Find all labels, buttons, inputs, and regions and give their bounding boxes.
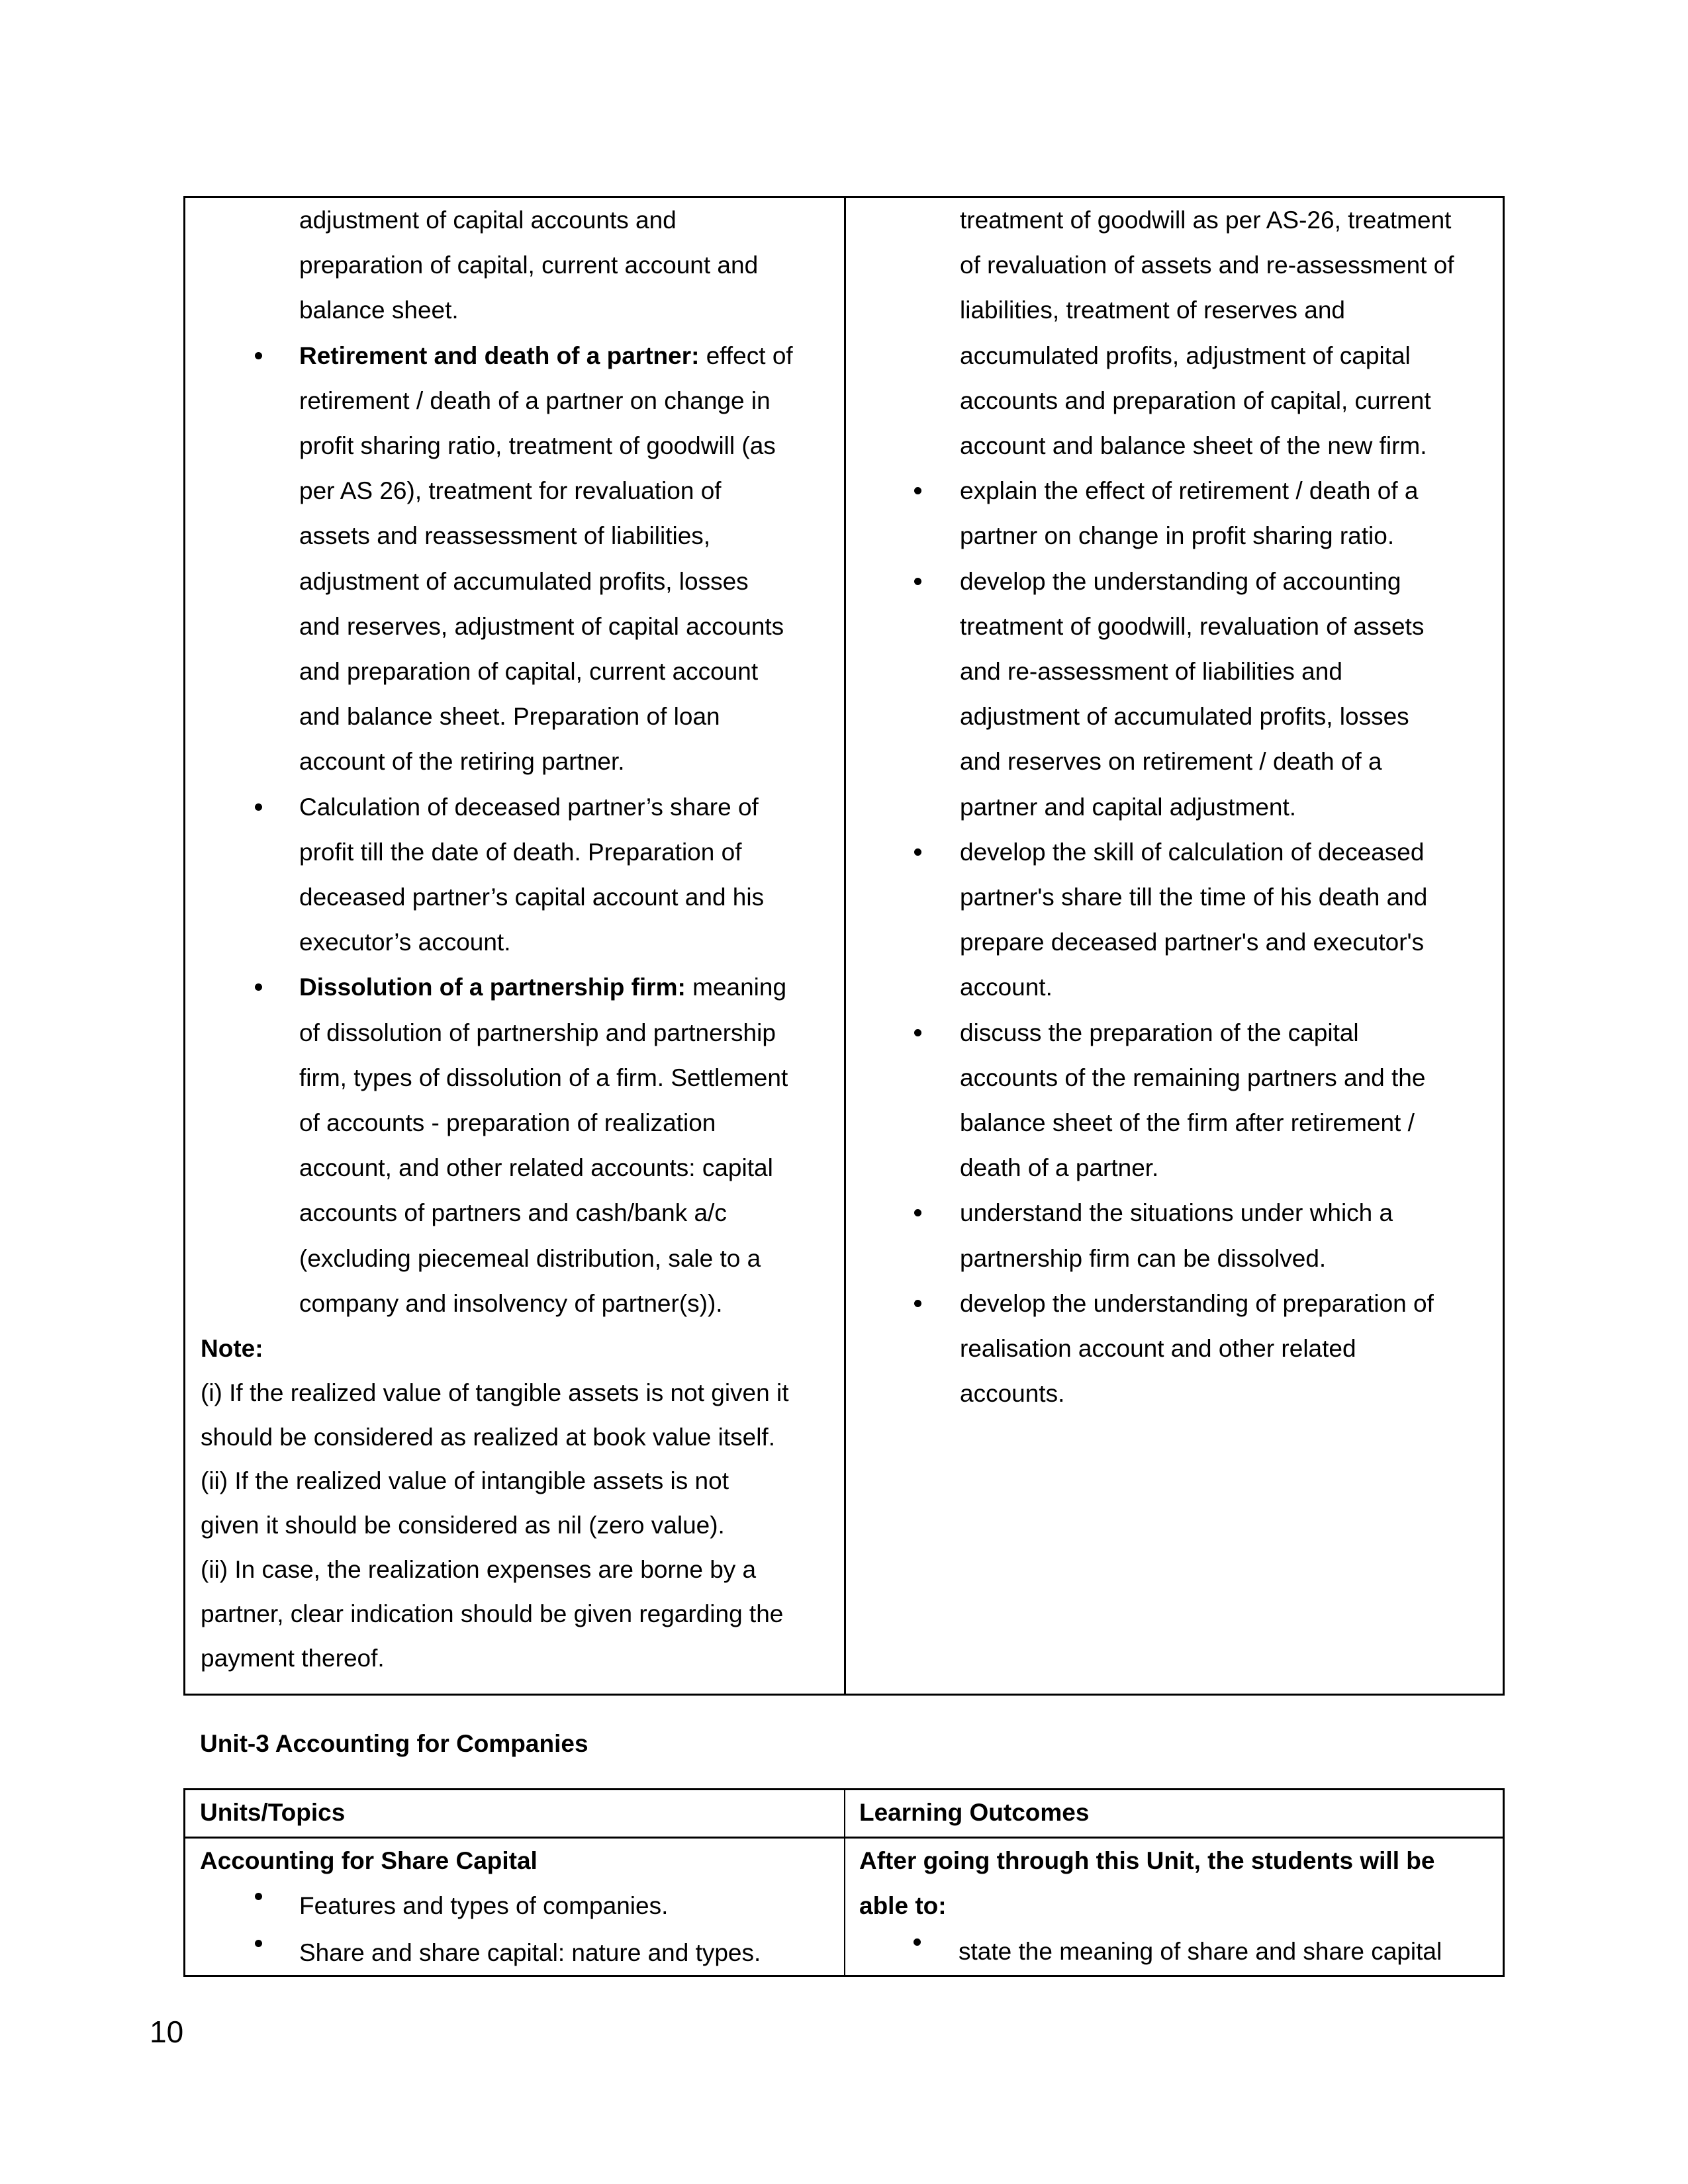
note-title: Note: bbox=[201, 1335, 263, 1362]
bullet-icon bbox=[255, 1893, 262, 1900]
list-item-line bbox=[960, 875, 1427, 920]
outcome-item: state the meaning of share and share capital bbox=[959, 1938, 1442, 1965]
units-topics-column bbox=[185, 198, 846, 1694]
list-item-line bbox=[299, 1056, 788, 1101]
item-text: develop the understanding of accounting bbox=[960, 567, 1401, 595]
item-text: death of a partner. bbox=[960, 1154, 1159, 1182]
item-text: accounts of partners and cash/bank a/c bbox=[299, 1199, 727, 1227]
list-item-start bbox=[960, 1281, 1434, 1326]
item-text: accumulated profits, adjustment of capital bbox=[960, 341, 1411, 369]
item-text: develop the skill of calculation of deceased bbox=[960, 838, 1425, 866]
list-item-line bbox=[299, 1101, 716, 1146]
list-item-line bbox=[960, 920, 1424, 965]
list-item-start bbox=[960, 1191, 1393, 1236]
bullet-icon bbox=[914, 578, 921, 585]
item-text: Calculation of deceased partner’s share of bbox=[299, 793, 759, 821]
item-text: firm, types of dissolution of a firm. Settlement bbox=[299, 1064, 788, 1091]
list-item-line bbox=[299, 830, 741, 875]
list-item-line bbox=[299, 739, 625, 784]
list-item-start bbox=[299, 965, 786, 1010]
item-heading: Retirement and death of a partner: bbox=[299, 341, 700, 369]
list-item-line bbox=[960, 1236, 1326, 1281]
bullet-icon bbox=[914, 1209, 921, 1216]
item-text: company and insolvency of partner(s)). bbox=[299, 1289, 723, 1317]
item-text: effect of bbox=[699, 341, 793, 369]
item-text: of accounts - preparation of realization bbox=[299, 1109, 716, 1136]
list-item-line bbox=[299, 559, 749, 604]
item-text: deceased partner’s capital account and his bbox=[299, 884, 765, 911]
note-line: (i) If the realized value of tangible assets is not given it bbox=[201, 1379, 789, 1406]
list-item-line bbox=[960, 604, 1424, 649]
item-text: balance sheet of the firm after retirement / bbox=[960, 1109, 1415, 1136]
list-item-line bbox=[299, 288, 459, 333]
item-text: and re-assessment of liabilities and bbox=[960, 658, 1342, 685]
bullet-icon bbox=[914, 1300, 921, 1307]
list-item-start bbox=[960, 1011, 1359, 1056]
item-text: discuss the preparation of the capital bbox=[960, 1019, 1359, 1046]
item-text: balance sheet. bbox=[299, 296, 459, 324]
bullet-icon bbox=[914, 848, 921, 856]
list-item-start bbox=[960, 469, 1418, 514]
bullet-icon bbox=[255, 1940, 262, 1947]
item-text: partnership firm can be dissolved. bbox=[960, 1244, 1327, 1272]
item-text: and reserves, adjustment of capital accounts bbox=[299, 612, 784, 640]
list-item-line bbox=[299, 649, 758, 694]
item-text: of dissolution of partnership and partnership bbox=[299, 1019, 776, 1046]
list-item-line bbox=[299, 243, 758, 288]
list-item-line bbox=[299, 920, 511, 965]
list-item-line bbox=[299, 1191, 727, 1236]
header-units-topics: Units/Topics bbox=[200, 1799, 346, 1826]
item-text: liabilities, treatment of reserves and bbox=[960, 296, 1345, 324]
item-text: treatment of goodwill as per AS-26, treatment bbox=[960, 206, 1452, 234]
item-text: account, and other related accounts: capital bbox=[299, 1154, 773, 1182]
topic-item: Share and share capital: nature and types. bbox=[299, 1939, 761, 1966]
list-item-line bbox=[960, 694, 1409, 739]
list-item-line bbox=[299, 1011, 776, 1056]
item-text: per AS 26), treatment for revaluation of bbox=[299, 477, 722, 505]
item-heading: Dissolution of a partnership firm: bbox=[299, 974, 686, 1001]
bullet-icon bbox=[255, 352, 262, 359]
list-item-line bbox=[960, 785, 1296, 830]
bullet-icon bbox=[255, 983, 262, 991]
list-item-line bbox=[960, 379, 1431, 424]
list-item-line bbox=[299, 1236, 761, 1281]
list-item-line bbox=[960, 334, 1411, 379]
item-text: partner and capital adjustment. bbox=[960, 793, 1297, 821]
item-text: retirement / death of a partner on change in bbox=[299, 387, 771, 414]
list-item-start bbox=[299, 334, 793, 379]
bullet-icon bbox=[914, 487, 921, 494]
page-number: 10 bbox=[150, 2015, 184, 2049]
list-item-line bbox=[299, 514, 710, 559]
list-item-line bbox=[960, 198, 1451, 243]
list-item-line bbox=[960, 288, 1345, 333]
topic-title: Accounting for Share Capital bbox=[200, 1847, 538, 1874]
item-text: account of the retiring partner. bbox=[299, 748, 625, 776]
note-line: (ii) In case, the realization expenses are borne by a bbox=[201, 1556, 757, 1583]
unit-3-table bbox=[183, 1788, 1505, 1977]
bullet-icon bbox=[914, 1029, 921, 1036]
list-item-line bbox=[299, 424, 776, 469]
learning-outcomes-column bbox=[846, 198, 1507, 1694]
item-text: profit till the date of death. Preparation of bbox=[299, 838, 742, 866]
list-item-line bbox=[960, 1371, 1064, 1416]
item-text: account. bbox=[960, 974, 1053, 1001]
list-item-line bbox=[960, 1146, 1158, 1191]
item-text: develop the understanding of preparation of bbox=[960, 1289, 1434, 1317]
item-text: (excluding piecemeal distribution, sale to a bbox=[299, 1244, 761, 1272]
list-item-line bbox=[299, 1281, 723, 1326]
item-text: and reserves on retirement / death of a bbox=[960, 748, 1382, 776]
topic-item: Features and types of companies. bbox=[299, 1892, 669, 1919]
item-text: accounts. bbox=[960, 1380, 1065, 1408]
list-item-start bbox=[299, 785, 759, 830]
note-line: payment thereof. bbox=[201, 1644, 385, 1672]
header-learning-outcomes: Learning Outcomes bbox=[859, 1799, 1090, 1826]
list-item-line bbox=[960, 965, 1053, 1010]
note-line: partner, clear indication should be given regarding the bbox=[201, 1600, 784, 1627]
list-item-line bbox=[960, 1326, 1356, 1371]
note-line: should be considered as realized at book value itself. bbox=[201, 1423, 775, 1451]
list-item-line bbox=[299, 604, 784, 649]
item-text: profit sharing ratio, treatment of goodwill (as bbox=[299, 432, 776, 459]
item-text: accounts of the remaining partners and the bbox=[960, 1064, 1426, 1091]
item-text: understand the situations under which a bbox=[960, 1199, 1393, 1227]
note-line: (ii) If the realized value of intangible assets is not bbox=[201, 1467, 729, 1495]
list-item-line bbox=[960, 739, 1382, 784]
list-item-line bbox=[960, 1056, 1425, 1101]
item-text: account and balance sheet of the new firm. bbox=[960, 432, 1427, 459]
list-item-line bbox=[960, 243, 1454, 288]
column-divider bbox=[844, 1790, 845, 1975]
list-item-line bbox=[960, 1101, 1415, 1146]
item-text: adjustment of capital accounts and bbox=[299, 206, 677, 234]
list-item-line bbox=[299, 875, 764, 920]
bullet-icon bbox=[255, 803, 262, 811]
item-text: of revaluation of assets and re-assessment of bbox=[960, 251, 1454, 279]
outcomes-intro-cont: able to: bbox=[859, 1892, 947, 1919]
item-text: executor’s account. bbox=[299, 929, 511, 956]
bullet-icon bbox=[914, 1938, 921, 1946]
list-item-line bbox=[299, 379, 771, 424]
item-text: meaning bbox=[685, 974, 787, 1001]
item-text: partner on change in profit sharing ratio. bbox=[960, 522, 1395, 550]
item-text: adjustment of accumulated profits, losses bbox=[299, 567, 749, 595]
list-item-line bbox=[960, 649, 1342, 694]
item-text: adjustment of accumulated profits, losses bbox=[960, 703, 1409, 731]
list-item-line bbox=[299, 694, 720, 739]
item-text: assets and reassessment of liabilities, bbox=[299, 522, 711, 550]
outcomes-intro: After going through this Unit, the students will be bbox=[859, 1847, 1435, 1874]
list-item-start bbox=[960, 559, 1401, 604]
item-text: treatment of goodwill, revaluation of assets bbox=[960, 612, 1425, 640]
unit-3-heading: Unit-3 Accounting for Companies bbox=[200, 1730, 588, 1757]
list-item-line bbox=[299, 198, 677, 243]
note-line: given it should be considered as nil (zero value). bbox=[201, 1512, 725, 1539]
item-text: accounts and preparation of capital, current bbox=[960, 387, 1431, 414]
item-text: preparation of capital, current account and bbox=[299, 251, 759, 279]
item-text: partner's share till the time of his death and bbox=[960, 884, 1428, 911]
syllabus-table-continued bbox=[183, 196, 1505, 1696]
list-item-line bbox=[299, 1146, 773, 1191]
list-item-start bbox=[960, 830, 1424, 875]
item-text: explain the effect of retirement / death of a bbox=[960, 477, 1419, 505]
list-item-line bbox=[960, 514, 1394, 559]
item-text: and preparation of capital, current account bbox=[299, 658, 759, 685]
list-item-line bbox=[960, 424, 1427, 469]
item-text: realisation account and other related bbox=[960, 1335, 1356, 1362]
list-item-line bbox=[299, 469, 722, 514]
item-text: prepare deceased partner's and executor's bbox=[960, 929, 1425, 956]
item-text: and balance sheet. Preparation of loan bbox=[299, 703, 720, 731]
